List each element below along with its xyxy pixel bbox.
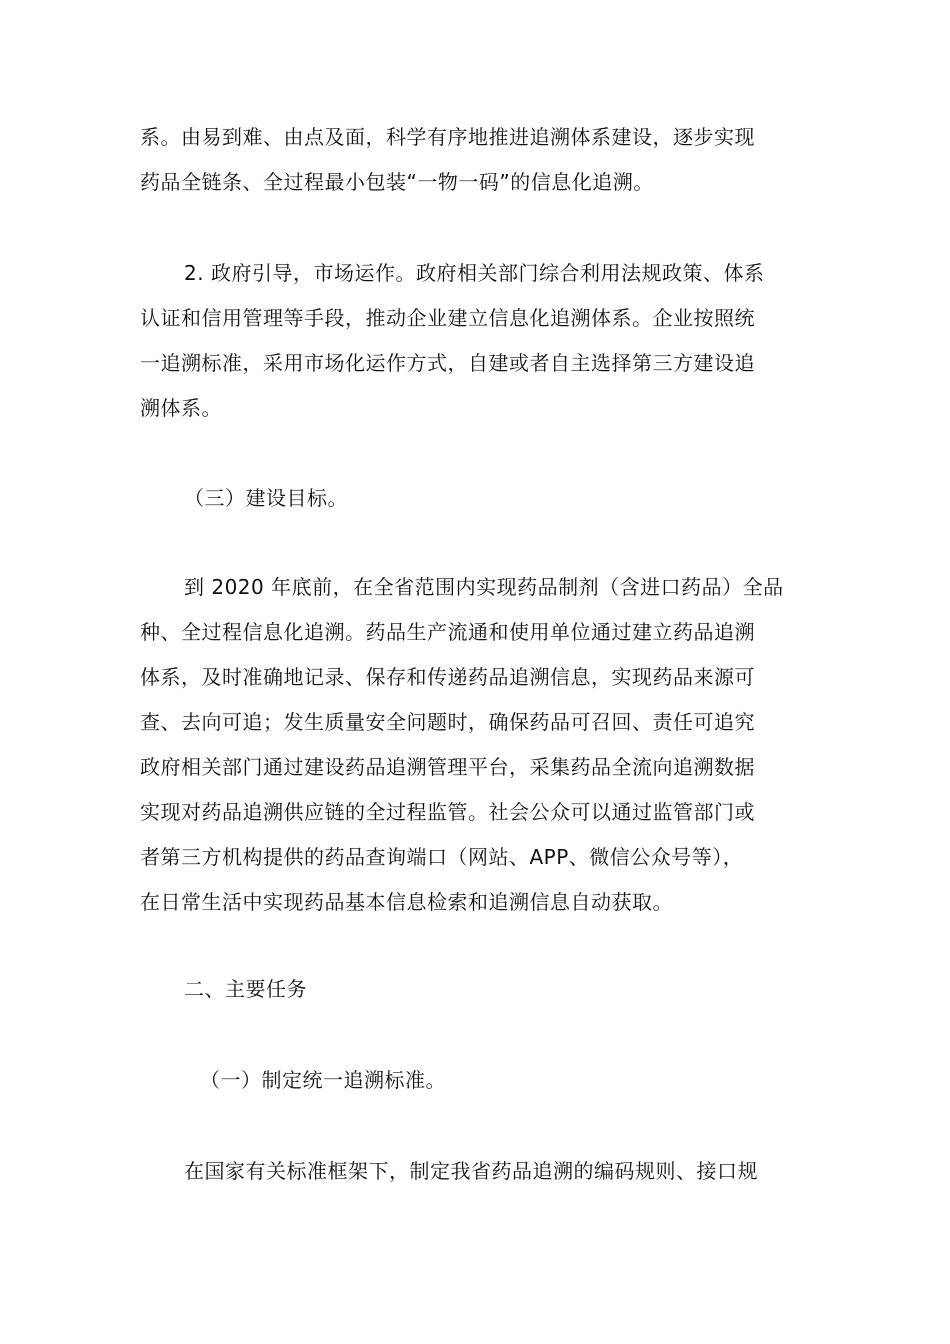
section-heading: [140, 967, 830, 1012]
text-line: 实现对药品追溯供应链的全过程监管。社会公众可以通过监管部门或: [140, 800, 755, 824]
text-line: 体系，及时准确地记录、保存和传递药品追溯信息，实现药品来源可: [140, 665, 755, 689]
body-paragraph: [140, 1149, 830, 1194]
text-line: 2. 政府引导，市场运作。政府相关部门综合利用法规政策、体系: [184, 261, 765, 285]
heading-text: （三）建设目标。: [184, 486, 348, 510]
text-line: 系。由易到难、由点及面，科学有序地推进追溯体系建设，逐步实现: [140, 125, 755, 149]
text-line: 种、全过程信息化追溯。药品生产流通和使用单位通过建立药品追溯: [140, 620, 755, 644]
heading-text: 二、主要任务: [184, 977, 307, 1001]
text-line: 一追溯标准，采用市场化运作方式，自建或者自主选择第三方建设追: [140, 351, 755, 375]
body-paragraph: [140, 565, 830, 925]
body-paragraph: [140, 115, 830, 205]
text-line: 者第三方机构提供的药品查询端口（网站、APP、微信公众号等），: [140, 845, 744, 869]
subsection-heading: [140, 1058, 830, 1103]
body-paragraph: [140, 251, 830, 431]
text-line: 在日常生活中实现药品基本信息检索和追溯信息自动获取。: [140, 890, 673, 914]
text-line: 在国家有关标准框架下，制定我省药品追溯的编码规则、接口规: [184, 1159, 758, 1183]
text-line: 认证和信用管理等手段，推动企业建立信息化追溯体系。企业按照统: [140, 306, 755, 330]
text-line: 到 2020 年底前，在全省范围内实现药品制剂（含进口药品）全品: [184, 575, 784, 599]
text-line: 政府相关部门通过建设药品追溯管理平台，采集药品全流向追溯数据: [140, 755, 755, 779]
text-line: 药品全链条、全过程最小包装“一物一码”的信息化追溯。: [140, 170, 654, 194]
text-line: 溯体系。: [140, 396, 222, 420]
heading-text: （一）制定统一追溯标准。: [200, 1068, 446, 1092]
text-line: 查、去向可追；发生质量安全问题时，确保药品可召回、责任可追究: [140, 710, 755, 734]
section-heading: [140, 476, 830, 521]
